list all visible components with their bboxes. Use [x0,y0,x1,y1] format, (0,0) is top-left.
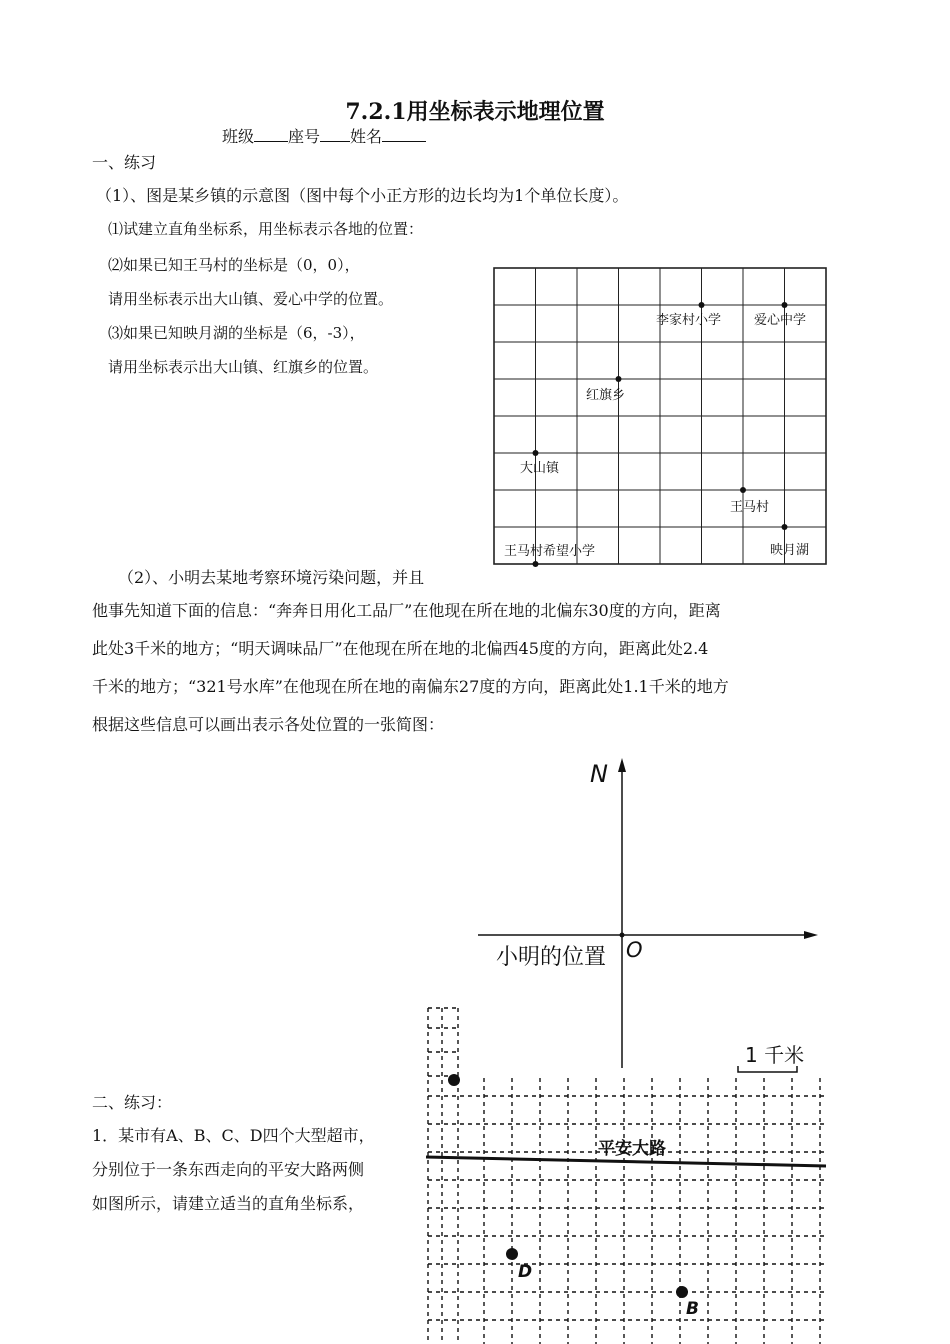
question-1-item-3: ⑶如果已知映月湖的坐标是（6，-3）， [108,324,365,342]
question-1-item-2: ⑵如果已知王马村的坐标是（0，0）， [108,256,360,274]
point-d-label: D [518,1262,533,1282]
question-1-item-1: ⑴试建立直角坐标系，用坐标表示各地的位置： [108,220,424,238]
wangmacun-dot [740,487,746,493]
map-label-wangma-hope: 王马村希望小学 [504,544,596,559]
map-label-dashan: 大山镇 [520,461,560,476]
north-arrow-icon [618,758,626,772]
student-info-line [222,124,426,147]
section2-question-1-line-2: 分别位于一条东西走向的平安大路两侧 [92,1160,365,1179]
seat-label: 座号 [288,127,321,146]
lijiacun-school-dot [699,302,705,308]
yingyue-lake-dot [782,524,788,530]
east-arrow-icon [804,931,818,939]
position-label: 小明的位置 [496,945,607,970]
map-label-yingyue: 映月湖 [770,543,810,558]
point-b-dot [676,1286,688,1298]
origin-dot [620,933,625,938]
point-c-dot [448,1074,460,1086]
point-b-label: B [686,1299,699,1319]
question-2-line-2: 他事先知道下面的信息：“奔奔日用化工品厂”在他现在所在地的北偏东30度的方向，距离 [92,601,721,620]
dashan-dot [533,450,539,456]
hongqi-dot [616,376,622,382]
class-label: 班级 [222,127,255,146]
map-label-hongqi: 红旗乡 [586,388,626,403]
name-label: 姓名 [350,127,383,146]
question-2-line-4: 千米的地方；“321号水库”在他现在所在地的南偏东27度的方向，距离此处1.1千米的地方 [92,677,729,696]
question-2-line-3: 此处3千米的地方；“明天调味品厂”在他现在所在地的北偏西45度的方向，距离此处2.4 [92,639,709,658]
section2-question-1-line-3: 如图所示，请建立适当的直角坐标系， [92,1194,365,1213]
point-d-dot [506,1248,518,1260]
question-2-line-5: 根据这些信息可以画出表示各处位置的一张简图： [92,715,445,734]
seat-blank [320,127,350,142]
road-label: 平安大路 [598,1139,666,1159]
section1-heading: 一、练习 [92,153,157,172]
scale-label: 1 千米 [745,1043,805,1067]
origin-label: O [626,938,643,962]
map-label-lijiacun: 李家村小学 [656,313,722,328]
supermarket-grid [420,1000,830,1344]
aixin-school-dot [782,302,788,308]
section2-question-1-line-1: 1．某市有A、B、C、D四个大型超市， [92,1126,375,1145]
question-1-text: （1）、图是某乡镇的示意图（图中每个小正方形的边长均为1个单位长度）。 [96,186,629,205]
wangma-hope-school-dot [533,561,539,567]
name-blank [382,127,426,142]
section2-heading: 二、练习： [92,1093,173,1112]
question-2-line-1: （2）、小明去某地考察环境污染问题，并且 [118,568,425,587]
map-label-aixin: 爱心中学 [754,313,807,328]
question-1-item-2-cont: 请用坐标表示出大山镇、爱心中学的位置。 [108,290,394,308]
north-label: N [590,760,608,788]
question-1-item-3-cont: 请用坐标表示出大山镇、红旗乡的位置。 [108,358,379,376]
class-blank [254,127,288,142]
map-label-wangmacun: 王马村 [730,500,770,515]
town-map-grid [490,266,830,570]
page-title: 7.2.1用坐标表示地理位置 [345,99,605,125]
